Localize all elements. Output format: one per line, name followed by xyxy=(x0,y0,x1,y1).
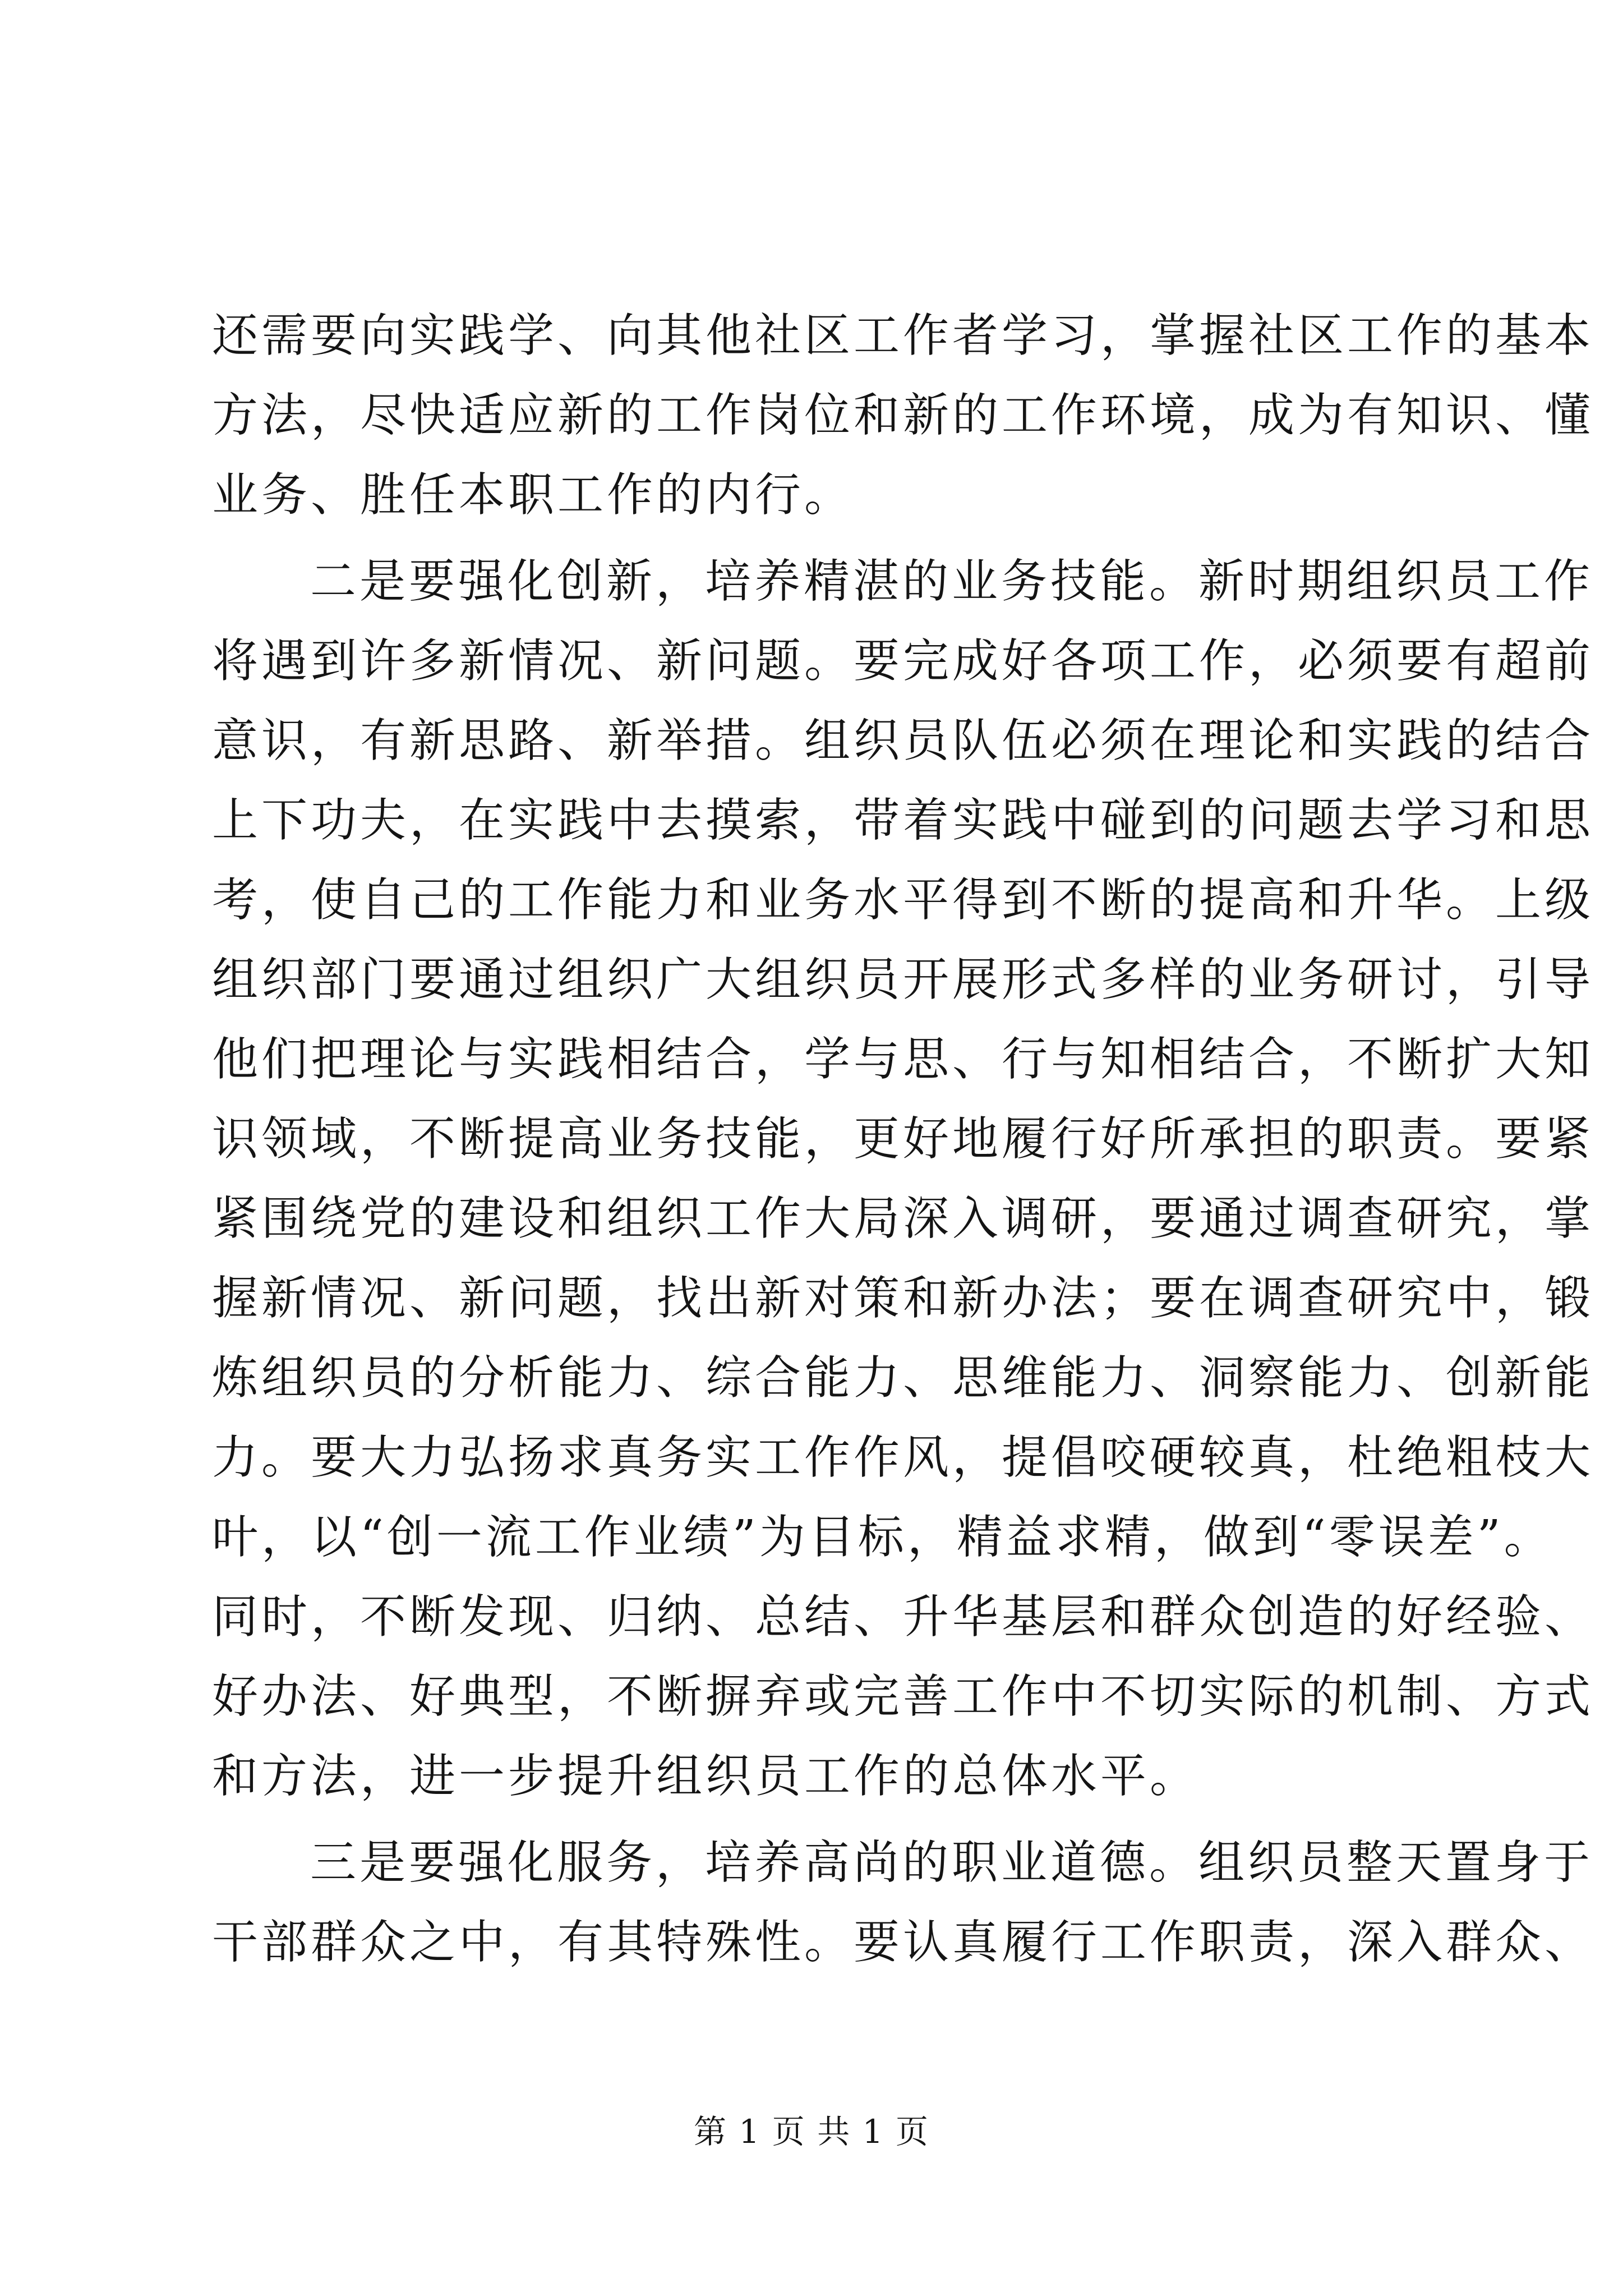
paragraph-2-line-13: 叶，以“创一流工作业绩”为目标，精益求精，做到“零误差”。 xyxy=(212,1511,1553,1564)
paragraph-1-line-2: 方法，尽快适应新的工作岗位和新的工作环境，成为有知识、懂 xyxy=(212,389,1594,442)
page-footer xyxy=(0,2112,1623,2151)
paragraph-3-line-1: 三是要强化服务，培养高尚的职业道德。组织员整天置身于 xyxy=(310,1836,1594,1889)
paragraph-2-line-7: 他们把理论与实践相结合，学与思、行与知相结合，不断扩大知 xyxy=(212,1033,1594,1086)
paragraph-2-line-2: 将遇到许多新情况、新问题。要完成好各项工作，必须要有超前 xyxy=(212,634,1594,688)
paragraph-2-line-14: 同时，不断发现、归纳、总结、升华基层和群众创造的好经验、 xyxy=(212,1590,1594,1644)
paragraph-2-line-10: 握新情况、新问题，找出新对策和新办法；要在调查研究中，锻 xyxy=(212,1272,1594,1325)
paragraph-2-line-4: 上下功夫，在实践中去摸索，带着实践中碰到的问题去学习和思 xyxy=(212,794,1594,847)
paragraph-2-line-9: 紧围绕党的建设和组织工作大局深入调研，要通过调查研究，掌 xyxy=(212,1192,1594,1245)
paragraph-2-line-16: 和方法，进一步提升组织员工作的总体水平。 xyxy=(212,1750,1200,1803)
paragraph-spacer xyxy=(212,535,1423,542)
paragraph-spacer xyxy=(212,1816,1423,1823)
paragraph-2-line-1: 二是要强化创新，培养精湛的业务技能。新时期组织员工作 xyxy=(310,555,1594,608)
document-body xyxy=(212,296,1594,1982)
paragraph-3-line-2: 干部群众之中，有其特殊性。要认真履行工作职责，深入群众、 xyxy=(212,1916,1594,1969)
paragraph-2-line-12: 力。要大力弘扬求真务实工作作风，提倡咬硬较真，杜绝粗枝大 xyxy=(212,1431,1594,1484)
paragraph-1-line-1: 还需要向实践学、向其他社区工作者学习，掌握社区工作的基本 xyxy=(212,309,1594,362)
paragraph-2-line-15: 好办法、好典型，不断摒弃或完善工作中不切实际的机制、方式 xyxy=(212,1670,1594,1723)
page-number-label: 第 1 页 共 1 页 xyxy=(694,2113,929,2151)
paragraph-1-line-3: 业务、胜任本职工作的内行。 xyxy=(212,468,854,522)
paragraph-2-line-11: 炼组织员的分析能力、综合能力、思维能力、洞察能力、创新能 xyxy=(212,1351,1594,1405)
paragraph-2-line-8: 识领域，不断提高业务技能，更好地履行好所承担的职责。要紧 xyxy=(212,1112,1594,1166)
paragraph-2-line-3: 意识，有新思路、新举措。组织员队伍必须在理论和实践的结合 xyxy=(212,714,1594,767)
paragraph-2-line-5: 考，使自己的工作能力和业务水平得到不断的提高和升华。上级 xyxy=(212,873,1594,927)
paragraph-2-line-6: 组织部门要通过组织广大组织员开展形式多样的业务研讨，引导 xyxy=(212,953,1594,1006)
